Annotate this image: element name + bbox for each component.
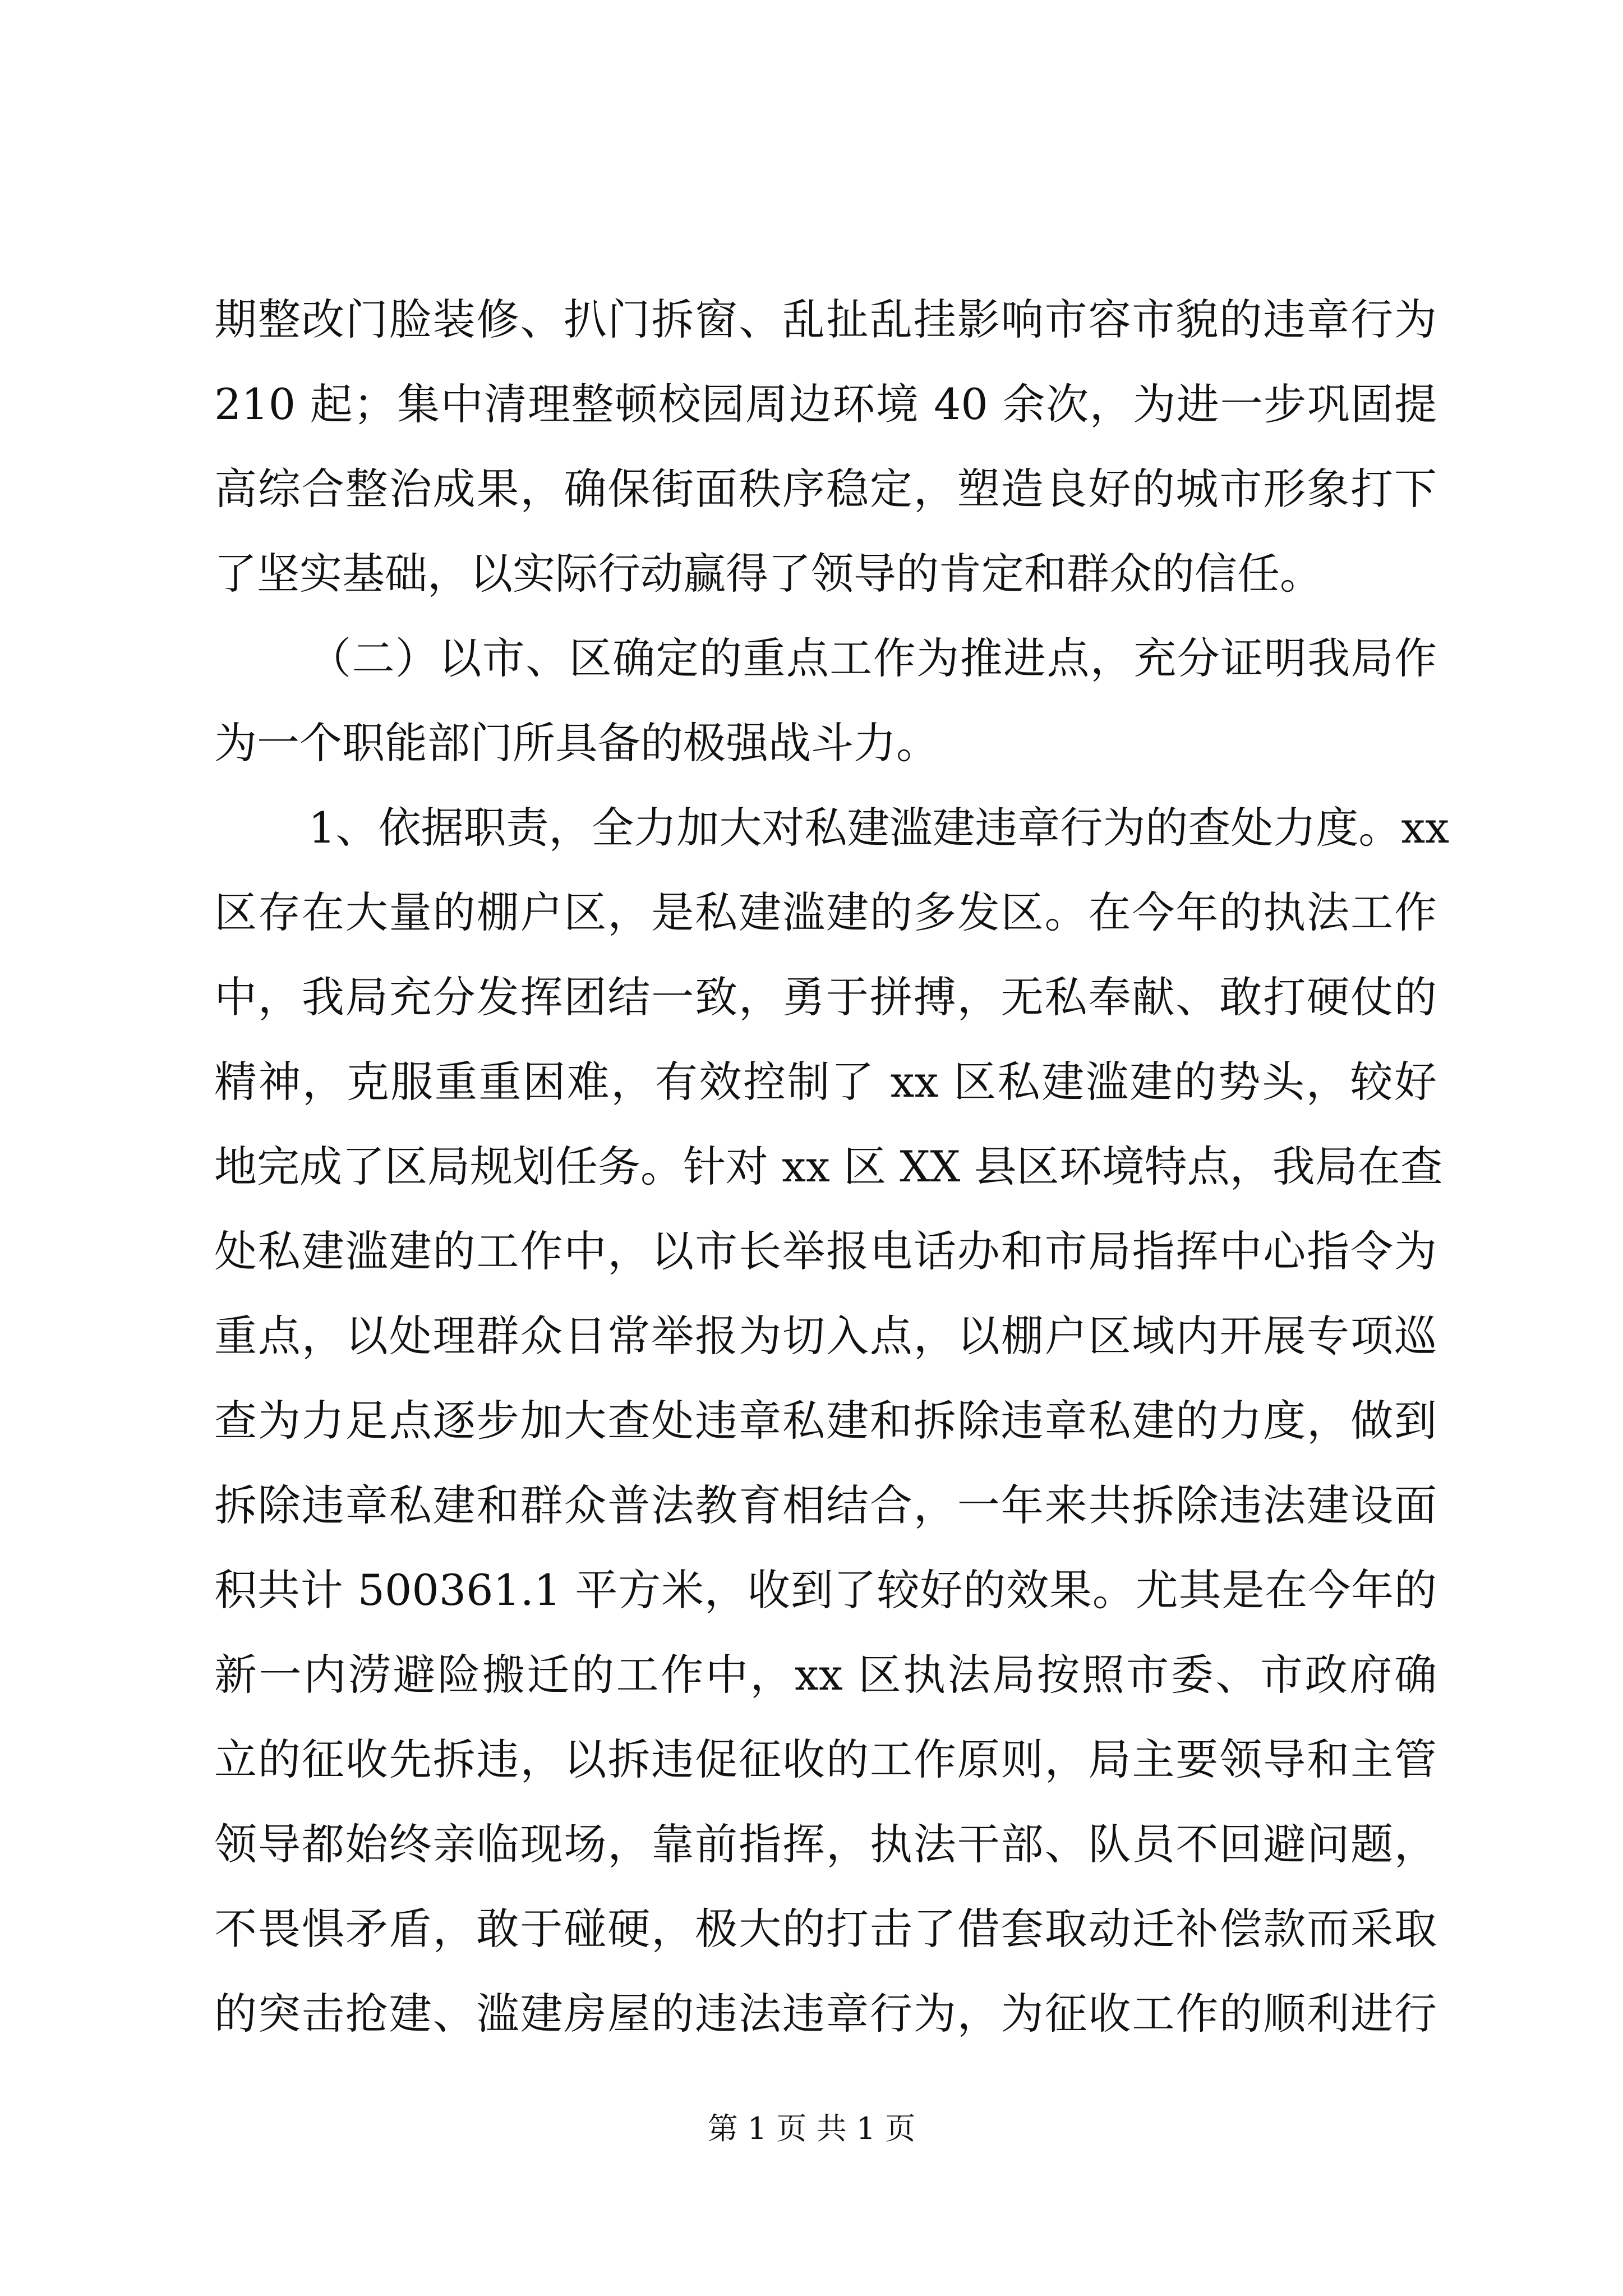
text-line-21: 的突击抢建、滥建房屋的违法违章行为，为征收工作的顺利进行	[214, 1989, 1437, 2039]
text-line-6: 为一个职能部门所具备的极强战斗力。	[214, 718, 939, 768]
text-line-17: 新一内涝避险搬迁的工作中，xx 区执法局按照市委、市政府确	[214, 1650, 1437, 1700]
text-line-12: 处私建滥建的工作中，以市长举报电话办和市局指挥中心指令为	[214, 1226, 1437, 1276]
text-line-16: 积共计 500361.1 平方米，收到了较好的效果。尤其是在今年的	[214, 1565, 1437, 1615]
text-line-20: 不畏惧矛盾，敢于碰硬，极大的打击了借套取动迁补偿款而采取	[214, 1904, 1437, 1954]
text-line-4: 了坚实基础，以实际行动赢得了领导的肯定和群众的信任。	[214, 549, 1322, 599]
text-line-13: 重点，以处理群众日常举报为切入点，以棚户区域内开展专项巡	[214, 1311, 1437, 1361]
text-line-7: 1、依据职责，全力加大对私建滥建违章行为的查处力度。xx	[308, 803, 1450, 853]
text-line-18: 立的征收先拆违，以拆违促征收的工作原则，局主要领导和主管	[214, 1734, 1437, 1784]
text-line-5: （二）以市、区确定的重点工作为推进点，充分证明我局作	[308, 633, 1437, 683]
text-line-2: 210 起；集中清理整顿校园周边环境 40 余次，为进一步巩固提	[214, 379, 1437, 429]
text-line-1: 期整改门脸装修、扒门拆窗、乱扯乱挂影响市容市貌的违章行为	[214, 295, 1437, 344]
text-line-15: 拆除违章私建和群众普法教育相结合，一年来共拆除违法建设面	[214, 1480, 1437, 1530]
text-line-19: 领导都始终亲临现场，靠前指挥，执法干部、队员不回避问题，	[214, 1819, 1437, 1869]
text-line-8: 区存在大量的棚户区，是私建滥建的多发区。在今年的执法工作	[214, 887, 1437, 937]
page-footer: 第 1 页 共 1 页	[707, 2111, 916, 2146]
text-line-10: 精神，克服重重困难，有效控制了 xx 区私建滥建的势头，较好	[214, 1057, 1437, 1107]
text-line-14: 查为力足点逐步加大查处违章私建和拆除违章私建的力度，做到	[214, 1396, 1437, 1446]
text-line-9: 中，我局充分发挥团结一致，勇于拼搏，无私奉献、敢打硬仗的	[214, 972, 1437, 1022]
text-line-3: 高综合整治成果，确保街面秩序稳定，塑造良好的城市形象打下	[214, 464, 1437, 514]
text-line-11: 地完成了区局规划任务。针对 xx 区 XX 县区环境特点，我局在查	[214, 1142, 1443, 1191]
